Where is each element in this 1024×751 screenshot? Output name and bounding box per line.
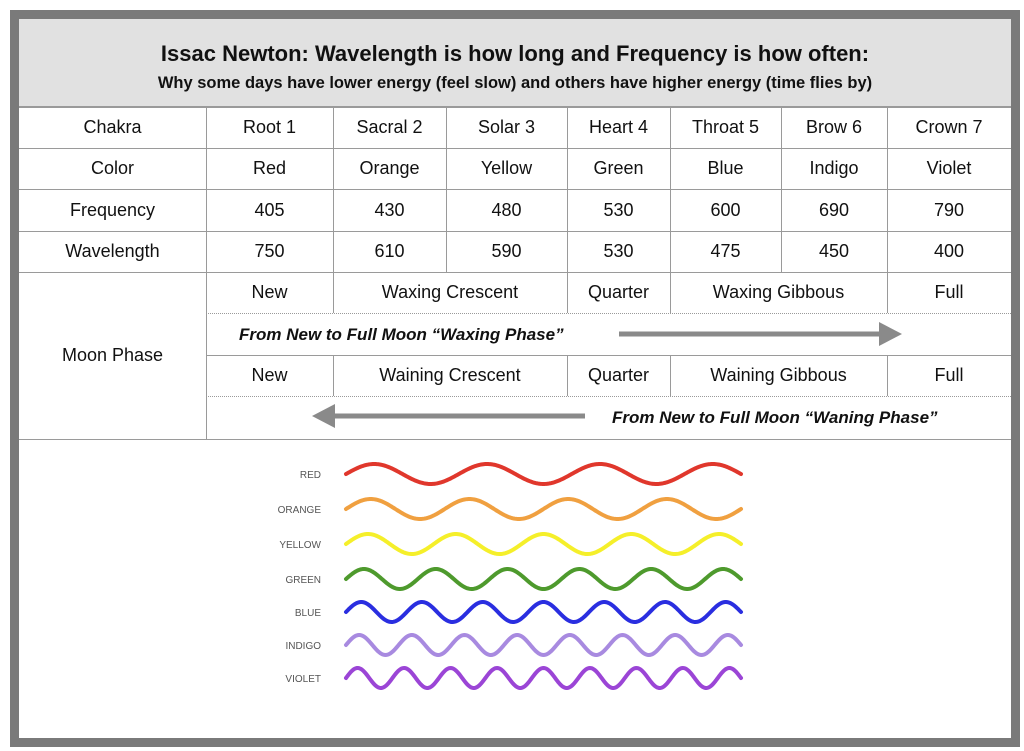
moon-phase-waxing: New [251, 282, 288, 302]
wave-green [346, 569, 741, 589]
moon-phase-waning: Full [934, 365, 964, 385]
waxing-note: From New to Full Moon “Waxing Phase” [239, 325, 564, 344]
chart-frame [10, 10, 1020, 747]
grid-line [206, 355, 1011, 356]
grid-line [19, 272, 1011, 273]
table-cell: Brow 6 [805, 117, 863, 137]
grid-line [887, 107, 888, 272]
table-cell: 405 [254, 199, 285, 220]
wave-label-orange: ORANGE [277, 505, 321, 516]
row-label-moon-phase: Moon Phase [61, 345, 164, 365]
row-label-wavelength: Wavelength [65, 241, 160, 261]
wave-label-indigo: INDIGO [285, 641, 321, 652]
grid-line [446, 107, 447, 272]
moon-phase-waxing: Full [934, 282, 964, 302]
wave-indigo [346, 635, 741, 655]
page-title: Issac Newton: Wavelength is how long and Frequency is how often: [160, 41, 870, 66]
dotted-line [206, 313, 1011, 314]
table-cell: 400 [933, 241, 965, 261]
wave-label-green: GREEN [285, 575, 321, 586]
grid-line [887, 355, 888, 396]
moon-phase-waning: Quarter [587, 365, 650, 385]
header [19, 19, 1011, 108]
table-cell: Indigo [809, 158, 859, 178]
grid-line [333, 272, 334, 313]
grid-line [781, 107, 782, 272]
grid-line [567, 355, 568, 396]
table-cell: Heart 4 [588, 117, 649, 137]
moon-phase-waxing: Waxing Gibbous [712, 282, 845, 302]
table-cell: 690 [818, 199, 850, 220]
wave-label-blue: BLUE [294, 608, 321, 619]
table-cell: 530 [603, 199, 634, 220]
table-cell: Green [593, 158, 644, 178]
table-cell: 480 [491, 199, 522, 220]
wave-blue [346, 602, 741, 622]
grid-line [19, 107, 1011, 108]
table-cell: Root 1 [242, 117, 297, 137]
row-label-color: Color [90, 158, 134, 178]
moon-phase-waning: Waining Gibbous [710, 365, 847, 385]
row-label-chakra: Chakra [83, 117, 142, 137]
moon-phase-waxing: Quarter [587, 282, 650, 302]
wave-yellow [346, 534, 741, 554]
waning-note: From New to Full Moon “Waning Phase” [612, 408, 938, 427]
moon-phase-waning: Waining Crescent [379, 365, 521, 385]
grid-line [19, 189, 1011, 190]
table-cell: 600 [710, 199, 741, 220]
moon-phase-waxing: Waxing Crescent [381, 282, 519, 302]
wave-orange [346, 499, 741, 519]
wave-label-red: RED [299, 470, 321, 481]
table-cell: 610 [374, 241, 405, 261]
wave-diagram [19, 439, 1011, 738]
table-cell: Throat 5 [691, 117, 760, 137]
grid-line [19, 148, 1011, 149]
table-cell: Blue [707, 158, 744, 178]
grid-line [670, 355, 671, 396]
wave-label-violet: VIOLET [285, 674, 321, 685]
table-cell: 530 [603, 241, 634, 261]
table-cell: 790 [933, 199, 965, 220]
grid-line [567, 272, 568, 313]
table-cell: 750 [254, 241, 285, 261]
table-cell: Orange [359, 158, 420, 178]
wave-label-yellow: YELLOW [279, 540, 321, 551]
grid-line [333, 355, 334, 396]
grid-line [333, 107, 334, 272]
table-cell: 450 [818, 241, 850, 261]
moon-phase-waning: New [251, 365, 288, 385]
table-cell: 590 [491, 241, 522, 261]
table-cell: 475 [710, 241, 741, 261]
grid-line [567, 107, 568, 272]
table-cell: Yellow [480, 158, 533, 178]
wave-red [346, 464, 741, 484]
table-cell: Solar 3 [477, 117, 536, 137]
table-cell: Sacral 2 [356, 117, 423, 137]
table-cell: Red [252, 158, 287, 178]
table-cell: Crown 7 [915, 117, 983, 137]
table-cell: Violet [926, 158, 972, 178]
grid-line [670, 107, 671, 272]
wave-violet [346, 668, 741, 688]
dotted-line [206, 396, 1011, 397]
row-label-frequency: Frequency [69, 199, 156, 220]
grid-line [670, 272, 671, 313]
table-cell: 430 [374, 199, 405, 220]
grid-line [19, 231, 1011, 232]
page-subtitle: Why some days have lower energy (feel slow) and others have higher energy (time flies by) [157, 74, 873, 92]
grid-line [206, 107, 207, 439]
grid-line [887, 272, 888, 313]
